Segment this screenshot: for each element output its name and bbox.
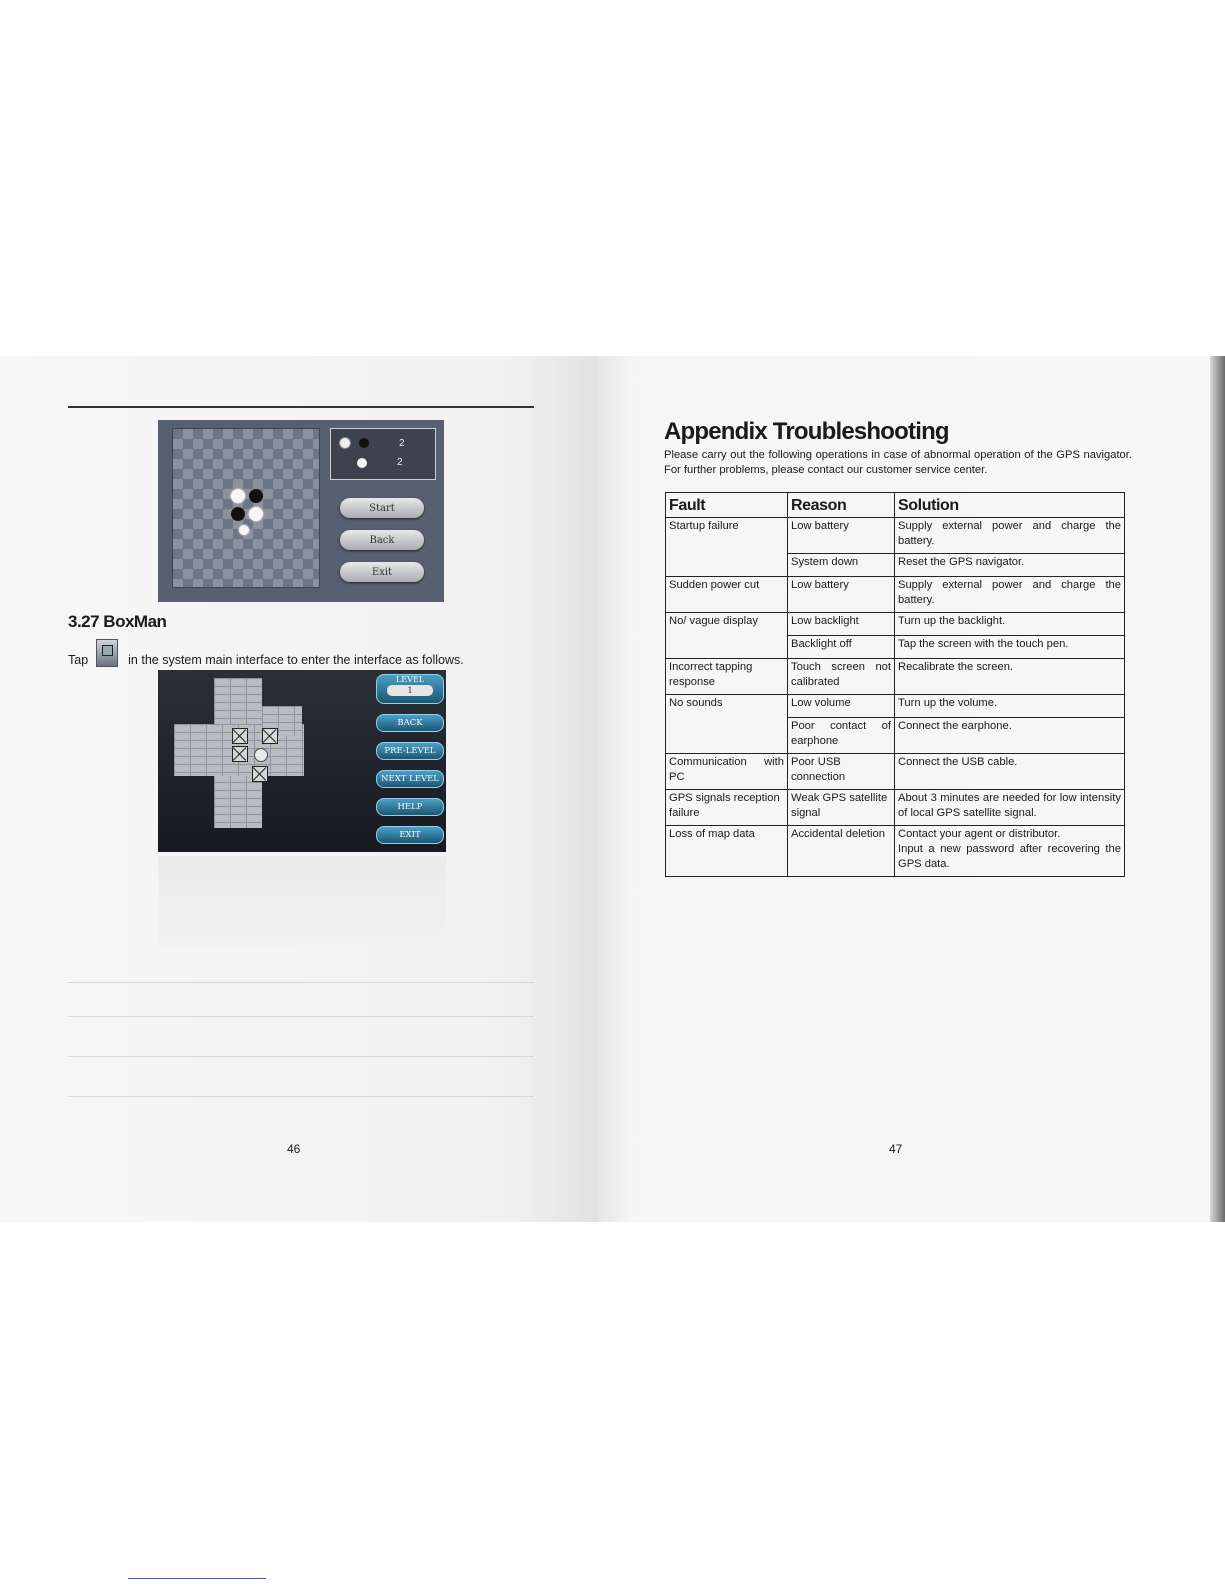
solution-cell: Turn up the backlight. [895, 613, 1125, 636]
solution-cell: About 3 minutes are needed for low intensity of local GPS satellite signal. [895, 790, 1125, 826]
reason-cell: Backlight off [788, 636, 895, 659]
fault-cell: GPS signals reception failure [666, 790, 788, 826]
fault-cell: Incorrect tapping response [666, 659, 788, 695]
intro-paragraph: Please carry out the following operations in case of abnormal operation of the GPS navigator. For further problems, please contact our customer service center. [664, 449, 1132, 476]
fault-cell: Loss of map data [666, 826, 788, 877]
reason-cell: Low volume [788, 695, 895, 718]
next-level-button[interactable]: NEXT LEVEL [376, 770, 444, 788]
left-page [0, 356, 598, 1222]
reason-cell: Touch screen not calibrated [788, 659, 895, 695]
level-label: LEVEL [395, 675, 425, 684]
solution-cell: Tap the screen with the touch pen. [895, 636, 1125, 659]
page-edge [1210, 356, 1225, 1222]
reason-cell: Poor contact of earphone [788, 718, 895, 754]
reason-cell: Accidental deletion [788, 826, 895, 877]
solution-cell [895, 826, 1125, 877]
reason-cell: Poor USB connection [788, 754, 895, 790]
solution-cell: Reset the GPS navigator. [895, 554, 1125, 577]
tap-suffix: in the system main interface to enter the interface as follows. [128, 653, 464, 667]
white-stone [249, 507, 263, 521]
white-stone [231, 489, 245, 503]
table-row [666, 613, 1125, 636]
reason-cell: System down [788, 554, 895, 577]
reason-cell: Low backlight [788, 613, 895, 636]
score-row-white [339, 457, 403, 468]
header-solution: Solution [895, 493, 1125, 518]
table-row [666, 695, 1125, 718]
table-row [666, 659, 1125, 695]
back-button[interactable]: BACK [376, 714, 444, 732]
fault-cell: Startup failure [666, 518, 788, 577]
reason-cell: Weak GPS satellite signal [788, 790, 895, 826]
reversi-screenshot [158, 420, 444, 602]
tap-prefix: Tap [68, 653, 89, 667]
page-number: 46 [287, 1142, 301, 1156]
score-black: 2 [399, 437, 405, 449]
solution-cell: Supply external power and charge the battery. [895, 518, 1125, 554]
table-row [666, 518, 1125, 554]
crate [262, 728, 278, 744]
player-sprite [254, 748, 268, 762]
fault-cell: No/ vague display [666, 613, 788, 659]
appendix-title: Appendix Troubleshooting [664, 418, 949, 445]
pre-level-button[interactable]: PRE-LEVEL [376, 742, 444, 760]
crate [252, 766, 268, 782]
exit-button[interactable]: EXIT [376, 826, 444, 844]
link-underline [128, 1578, 266, 1579]
header-rule [68, 406, 534, 408]
crate [232, 728, 248, 744]
help-button[interactable]: HELP [376, 798, 444, 816]
section-title: 3.27 BoxMan [68, 612, 167, 631]
fault-cell: No sounds [666, 695, 788, 754]
page-number: 47 [889, 1142, 903, 1156]
image-shadow [158, 856, 446, 946]
reversi-board [172, 428, 320, 588]
table-header-row [666, 493, 1125, 518]
fault-cell: Sudden power cut [666, 577, 788, 613]
white-stone-icon [357, 458, 367, 468]
header-fault: Fault [666, 493, 788, 518]
black-stone-icon [359, 438, 369, 448]
troubleshooting-table [665, 492, 1125, 877]
white-stone [239, 525, 249, 535]
black-stone [231, 507, 245, 521]
start-button[interactable]: Start [340, 498, 424, 518]
book-spread [0, 356, 1225, 1222]
reason-cell: Low battery [788, 577, 895, 613]
table-row [666, 790, 1125, 826]
back-button[interactable]: Back [340, 530, 424, 550]
table-row [666, 826, 1125, 877]
header-reason: Reason [788, 493, 895, 518]
fault-cell: Communication with PC [666, 754, 788, 790]
solution-line-1: Contact your agent or distributor. [898, 828, 1061, 840]
solution-cell: Turn up the volume. [895, 695, 1125, 718]
table-row [666, 754, 1125, 790]
table-row [666, 577, 1125, 613]
boxman-screenshot [158, 670, 446, 852]
reason-cell: Low battery [788, 518, 895, 554]
black-stone [249, 489, 263, 503]
solution-cell: Recalibrate the screen. [895, 659, 1125, 695]
solution-cell: Connect the earphone. [895, 718, 1125, 754]
solution-line-2: Input a new password after recovering the GPS data. [898, 843, 1121, 870]
level-value: 1 [387, 685, 433, 696]
crate [232, 746, 248, 762]
score-white: 2 [397, 457, 403, 468]
tap-instruction [68, 639, 464, 667]
solution-cell: Supply external power and charge the battery. [895, 577, 1125, 613]
score-row-black [339, 437, 405, 449]
score-panel [330, 428, 436, 480]
level-indicator [376, 674, 444, 704]
exit-button[interactable]: Exit [340, 562, 424, 582]
check-icon [339, 437, 351, 449]
boxman-app-icon [96, 639, 118, 667]
solution-cell: Connect the USB cable. [895, 754, 1125, 790]
